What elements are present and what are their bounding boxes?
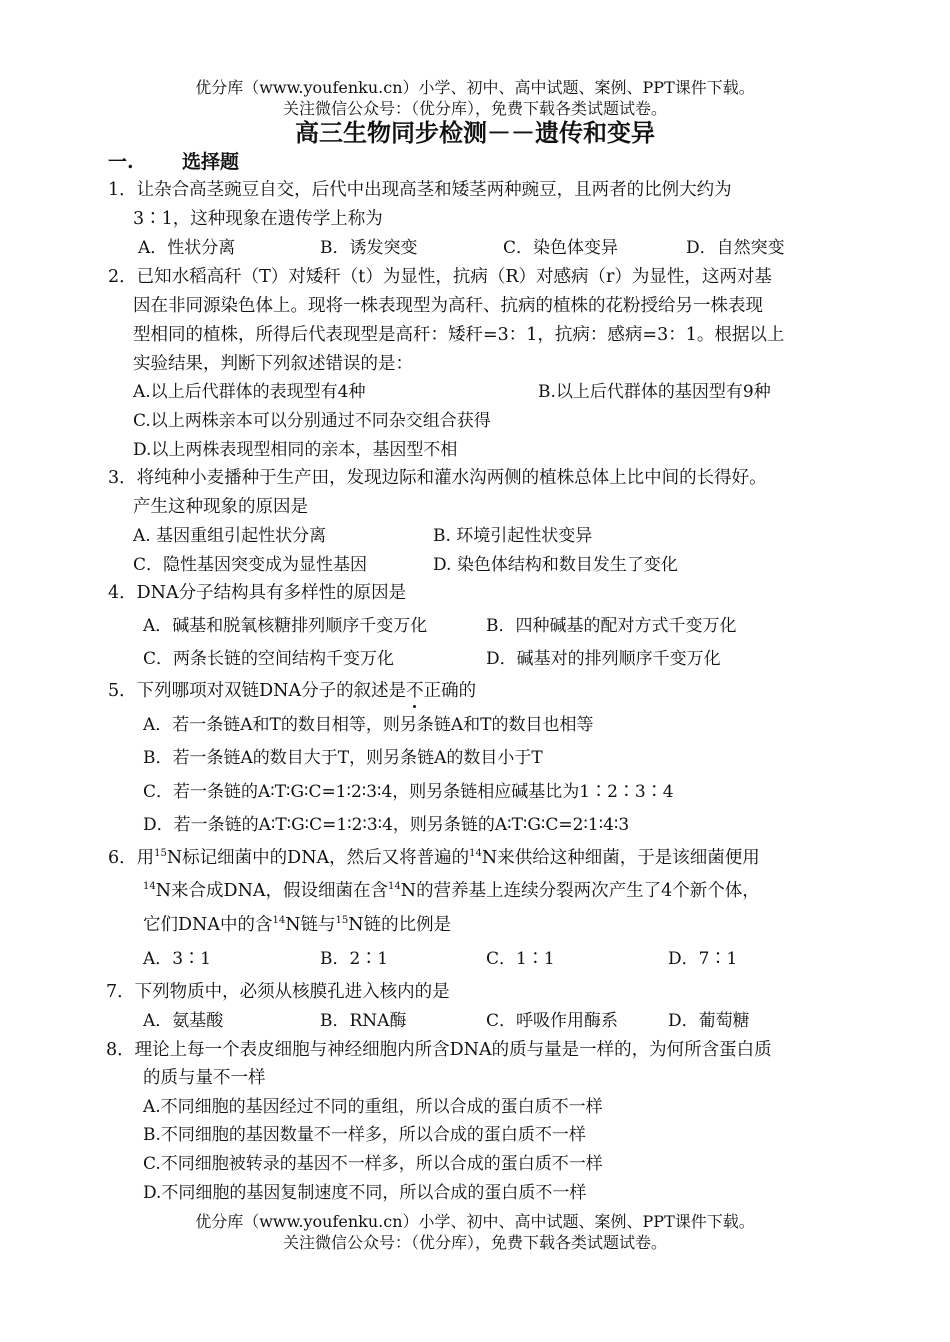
q7-option-a: A．氨基酸: [143, 1011, 224, 1031]
section-number: 一.: [108, 151, 134, 173]
q5-emphasis-not: 不: [406, 681, 424, 701]
q5-option-c: C．若一条链的A∶T∶G∶C=1∶2∶3∶4，则另条链相应碱基比为1∶2∶3∶4: [143, 782, 674, 802]
q1-line-1: 1．让杂合高茎豌豆自交，后代中出现高茎和矮茎两种豌豆，且两者的比例大约为: [108, 180, 732, 200]
q3-line-1: 3．将纯种小麦播种于生产田，发现边际和灌水沟两侧的植株总体上比中间的长得好。: [108, 468, 767, 488]
q8-option-a: A.不同细胞的基因经过不同的重组，所以合成的蛋白质不一样: [143, 1097, 603, 1117]
q6-text: N链与: [285, 915, 336, 935]
q6-text: N的营养基上连续分裂两次产生了4个新个体，: [400, 881, 760, 901]
q1-line-2: 3∶1，这种现象在遗传学上称为: [133, 209, 383, 229]
q4-option-c: C．两条长链的空间结构千变万化: [143, 649, 395, 669]
q4-line-1: 4．DNA分子结构具有多样性的原因是: [108, 583, 407, 603]
q7-option-d: D．葡萄糖: [668, 1011, 750, 1031]
q6-superscript: 15: [335, 915, 349, 926]
q5-option-d: D．若一条链的A∶T∶G∶C=1∶2∶3∶4，则另条链的A∶T∶G∶C=2∶1∶4∶3: [143, 815, 630, 835]
q6-option-d: D．7∶1: [668, 949, 738, 969]
q6-superscript: 14: [388, 881, 401, 892]
q2-option-c: C.以上两株亲本可以分别通过不同杂交组合获得: [133, 411, 491, 431]
q4-option-d: D．碱基对的排列顺序千变万化: [486, 649, 721, 669]
q6-text: N来供给这种细菌，于是该细菌便用: [481, 848, 760, 868]
q6-line-2: [143, 879, 760, 903]
q2-line-1: 2．已知水稻高秆（T）对矮秆（t）为显性，抗病（R）对感病（r）为显性，这两对基: [108, 267, 772, 287]
q5-stem-end: 正确的: [423, 681, 477, 701]
q4-option-b: B．四种碱基的配对方式千变万化: [486, 616, 737, 636]
footer-line-2: 关注微信公众号：（优分库），免费下载各类试题试卷。: [282, 1233, 667, 1252]
q6-line-1: [108, 846, 760, 870]
q8-line-1: 8．理论上每一个表皮细胞与神经细胞内所含DNA的质与量是一样的，为何所含蛋白质: [106, 1040, 772, 1060]
q2-line-3: 型相同的植株，所得后代表现型是高秆：矮秆=3：1，抗病：感病=3：1。根据以上: [133, 325, 785, 345]
q5-line-1: [108, 679, 476, 703]
q6-text: N来合成DNA，假设细菌在含: [155, 881, 389, 901]
q8-option-b: B.不同细胞的基因数量不一样多，所以合成的蛋白质不一样: [143, 1125, 586, 1145]
q3-option-b: B. 环境引起性状变异: [433, 526, 593, 546]
q4-option-a: A．碱基和脱氧核糖排列顺序千变万化: [143, 616, 428, 636]
q5-option-a: A．若一条链A和T的数目相等，则另条链A和T的数目也相等: [143, 715, 594, 735]
q6-option-b: B．2∶1: [320, 949, 389, 969]
q6-option-c: C．1∶1: [486, 949, 555, 969]
q6-superscript: 14: [469, 848, 482, 859]
q3-option-c: C．隐性基因突变成为显性基因: [133, 555, 368, 575]
q6-superscript: 14: [272, 915, 286, 926]
q7-line-1: 7．下列物质中，必须从核膜孔进入核内的是: [106, 982, 450, 1002]
footer-line-1: 优分库（www.youfenku.cn）小学、初中、高中试题、案例、PPT课件下载。: [195, 1212, 755, 1231]
q6-text: 它们DNA中的含: [143, 915, 273, 935]
q6-superscript: 14: [143, 881, 156, 892]
header-line-2: 关注微信公众号：（优分库），免费下载各类试题试卷。: [282, 99, 667, 118]
q6-text: 6．用: [108, 848, 155, 868]
q3-option-d: D. 染色体结构和数目发生了变化: [433, 555, 678, 575]
q2-line-2: 因在非同源染色体上。现将一株表现型为高秆、抗病的植株的花粉授给另一株表现: [133, 296, 763, 316]
section-label: 选择题: [182, 151, 240, 173]
q7-option-c: C．呼吸作用酶系: [486, 1011, 619, 1031]
q6-superscript: 15: [154, 848, 167, 859]
q3-line-2: 产生这种现象的原因是: [133, 497, 308, 517]
q5-stem-start: 5．下列哪项对双链DNA分子的叙述是: [108, 681, 407, 701]
q8-option-c: C.不同细胞被转录的基因不一样多，所以合成的蛋白质不一样: [143, 1154, 603, 1174]
q6-text: N标记细菌中的DNA，然后又将普遍的: [166, 848, 470, 868]
q8-line-2: 的质与量不一样: [143, 1068, 266, 1088]
q2-line-4: 实验结果，判断下列叙述错误的是：: [133, 354, 413, 374]
q1-option-a: A．性状分离: [138, 238, 236, 258]
q1-option-d: D．自然突变: [686, 238, 785, 258]
q3-option-a: A. 基因重组引起性状分离: [133, 526, 327, 546]
q5-option-b: B．若一条链A的数目大于T，则另条链A的数目小于T: [143, 748, 543, 768]
q2-option-a: A.以上后代群体的表现型有4种: [133, 382, 366, 402]
q2-option-b: B.以上后代群体的基因型有9种: [538, 382, 771, 402]
q8-option-d: D.不同细胞的基因复制速度不同，所以合成的蛋白质不一样: [143, 1183, 587, 1203]
q7-option-b: B．RNA酶: [320, 1011, 407, 1031]
q6-option-a: A．3∶1: [143, 949, 211, 969]
q2-option-d: D.以上两株表现型相同的亲本，基因型不相: [133, 440, 458, 460]
q1-option-c: C．染色体变异: [503, 238, 619, 258]
q6-line-3: [143, 913, 451, 937]
q1-option-b: B．诱发突变: [320, 238, 418, 258]
header-line-1: 优分库（www.youfenku.cn）小学、初中、高中试题、案例、PPT课件下载。: [195, 78, 755, 97]
q6-text: N链的比例是: [348, 915, 452, 935]
page-title: 高三生物同步检测－－遗传和变异: [295, 118, 655, 147]
